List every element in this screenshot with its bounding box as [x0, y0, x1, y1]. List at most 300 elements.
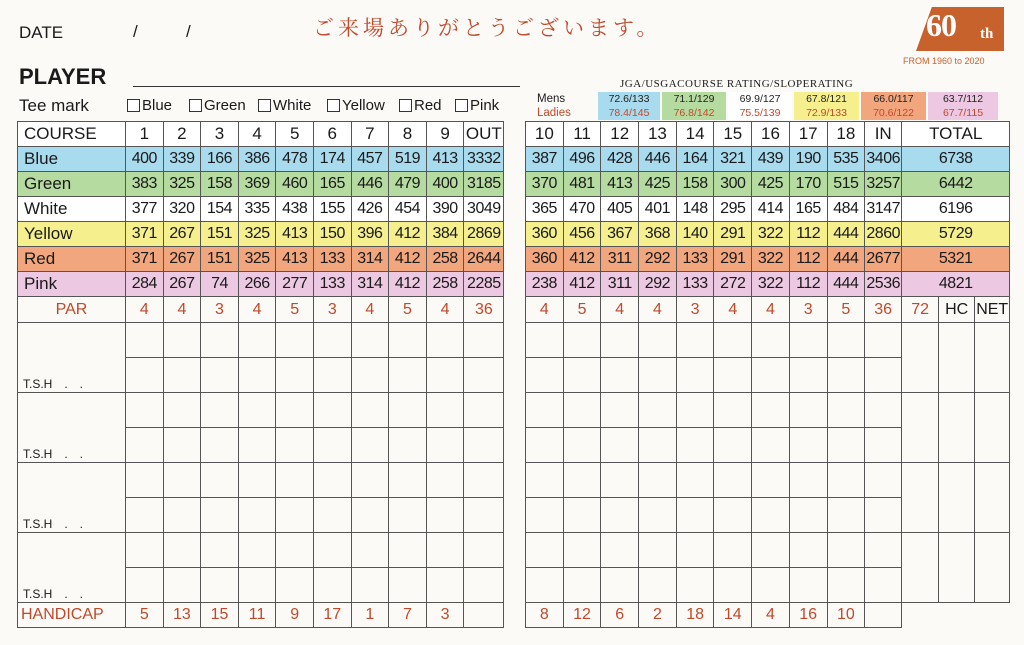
- score-cell[interactable]: [827, 498, 865, 533]
- total-score-cell[interactable]: [902, 323, 939, 393]
- total-cell: 4821: [902, 272, 1010, 297]
- score-cell[interactable]: [238, 498, 276, 533]
- yardage-cell: 112: [789, 247, 827, 272]
- score-cell[interactable]: [351, 323, 389, 358]
- score-cell[interactable]: [752, 358, 790, 393]
- yardage-row: [526, 147, 1010, 172]
- yardage-cell: 413: [426, 147, 464, 172]
- hc-cell[interactable]: [939, 393, 975, 463]
- score-cell[interactable]: [752, 533, 790, 568]
- score-cell[interactable]: [126, 393, 164, 428]
- score-cell[interactable]: [714, 568, 752, 603]
- score-cell[interactable]: [163, 498, 201, 533]
- par-cell: 5: [827, 297, 865, 323]
- score-cell[interactable]: [526, 428, 564, 463]
- score-cell[interactable]: [238, 323, 276, 358]
- tee-option-label: Red: [414, 97, 442, 114]
- course-header: COURSE: [18, 122, 126, 147]
- score-cell[interactable]: [827, 428, 865, 463]
- score-cell[interactable]: [276, 498, 314, 533]
- yardage-cell: 258: [426, 272, 464, 297]
- yardage-cell: 412: [563, 272, 601, 297]
- score-cell[interactable]: [827, 393, 865, 428]
- score-cell[interactable]: [464, 358, 504, 393]
- yardage-cell: 258: [426, 247, 464, 272]
- yardage-cell: 150: [313, 222, 351, 247]
- par-cell: 4: [526, 297, 564, 323]
- yardage-cell: 325: [238, 222, 276, 247]
- score-cell[interactable]: [789, 463, 827, 498]
- score-cell[interactable]: [601, 498, 639, 533]
- score-cell[interactable]: [313, 393, 351, 428]
- score-cell[interactable]: [201, 358, 239, 393]
- score-cell[interactable]: [201, 533, 239, 568]
- score-cell[interactable]: [201, 568, 239, 603]
- yardage-cell: 339: [163, 147, 201, 172]
- score-cell[interactable]: [426, 428, 464, 463]
- par-cell: 4: [163, 297, 201, 323]
- ladies-rating: 75.5/139: [739, 107, 781, 119]
- score-cell[interactable]: [351, 358, 389, 393]
- rating-box: [598, 92, 660, 120]
- score-cell[interactable]: [639, 358, 677, 393]
- score-cell[interactable]: [426, 498, 464, 533]
- score-cell[interactable]: [676, 323, 714, 358]
- par-cell: 4: [351, 297, 389, 323]
- yardage-cell: 400: [126, 147, 164, 172]
- par-cell: 36: [865, 297, 902, 323]
- score-cell[interactable]: [676, 393, 714, 428]
- yardage-cell: 154: [201, 197, 239, 222]
- score-cell[interactable]: [752, 393, 790, 428]
- net-cell[interactable]: [975, 393, 1010, 463]
- score-cell[interactable]: [676, 498, 714, 533]
- score-cell[interactable]: [601, 428, 639, 463]
- ladies-rating: 72.9/133: [806, 107, 847, 119]
- par-cell: 5: [276, 297, 314, 323]
- yardage-cell: 454: [389, 197, 427, 222]
- score-cell[interactable]: [827, 568, 865, 603]
- total-cell: 6738: [902, 147, 1010, 172]
- yardage-cell: 535: [827, 147, 865, 172]
- score-cell[interactable]: [313, 428, 351, 463]
- score-cell[interactable]: [865, 568, 902, 603]
- score-cell[interactable]: [201, 393, 239, 428]
- score-cell[interactable]: [714, 533, 752, 568]
- score-cell[interactable]: [351, 498, 389, 533]
- yardage-cell: 400: [426, 172, 464, 197]
- yardage-cell: 2644: [464, 247, 504, 272]
- yardage-cell: 311: [601, 247, 639, 272]
- handicap-row: [18, 603, 504, 628]
- yardage-cell: 3332: [464, 147, 504, 172]
- score-cell[interactable]: [601, 568, 639, 603]
- yardage-cell: 190: [789, 147, 827, 172]
- score-cell[interactable]: [126, 323, 164, 358]
- yardage-cell: 401: [639, 197, 677, 222]
- rating-box: [794, 92, 859, 120]
- score-cell[interactable]: [389, 568, 427, 603]
- score-cell[interactable]: [163, 393, 201, 428]
- hole-header: 9: [426, 122, 464, 147]
- score-cell[interactable]: [201, 428, 239, 463]
- score-cell[interactable]: [351, 463, 389, 498]
- score-cell[interactable]: [426, 463, 464, 498]
- yardage-cell: 291: [714, 222, 752, 247]
- hc-cell[interactable]: [939, 323, 975, 393]
- score-cell[interactable]: [789, 568, 827, 603]
- yardage-cell: 360: [526, 222, 564, 247]
- total-score-cell[interactable]: [902, 533, 939, 603]
- hole-header: 16: [752, 122, 790, 147]
- score-cell[interactable]: [389, 533, 427, 568]
- score-cell[interactable]: [789, 533, 827, 568]
- score-cell[interactable]: [563, 393, 601, 428]
- score-cell[interactable]: [351, 428, 389, 463]
- yardage-cell: 238: [526, 272, 564, 297]
- yardage-row: [18, 197, 504, 222]
- yardage-cell: 413: [276, 247, 314, 272]
- par-cell: 4: [639, 297, 677, 323]
- yardage-cell: 387: [526, 147, 564, 172]
- score-cell[interactable]: [752, 428, 790, 463]
- score-cell[interactable]: [789, 428, 827, 463]
- score-cell[interactable]: [639, 498, 677, 533]
- score-cell[interactable]: [163, 323, 201, 358]
- score-cell[interactable]: [389, 498, 427, 533]
- yardage-cell: 446: [639, 147, 677, 172]
- yardage-cell: 446: [351, 172, 389, 197]
- score-cell[interactable]: [313, 323, 351, 358]
- yardage-cell: 295: [714, 197, 752, 222]
- checkbox[interactable]: [399, 99, 412, 112]
- net-cell[interactable]: [975, 463, 1010, 533]
- tee-option-pink[interactable]: [455, 97, 499, 114]
- hole-header: OUT: [464, 122, 504, 147]
- yardage-cell: 368: [639, 222, 677, 247]
- score-cell[interactable]: [238, 358, 276, 393]
- score-cell[interactable]: [464, 498, 504, 533]
- score-cell[interactable]: [163, 533, 201, 568]
- score-cell[interactable]: [752, 323, 790, 358]
- tee-option-label: White: [273, 97, 312, 114]
- handicap-cell: 9: [276, 603, 314, 628]
- tee-option-red[interactable]: [399, 97, 442, 114]
- score-cell[interactable]: [714, 428, 752, 463]
- score-cell[interactable]: [639, 323, 677, 358]
- hole-header: 11: [563, 122, 601, 147]
- hole-header: 14: [676, 122, 714, 147]
- score-cell[interactable]: [865, 463, 902, 498]
- score-cell[interactable]: [351, 533, 389, 568]
- score-cell[interactable]: [163, 358, 201, 393]
- score-cell[interactable]: [313, 568, 351, 603]
- hole-header: 15: [714, 122, 752, 147]
- score-cell[interactable]: [526, 323, 564, 358]
- score-cell[interactable]: [238, 428, 276, 463]
- tee-mark-label: Tee mark: [19, 96, 89, 115]
- handicap-cell: 7: [389, 603, 427, 628]
- score-cell[interactable]: [389, 358, 427, 393]
- score-cell[interactable]: [389, 463, 427, 498]
- yardage-cell: 74: [201, 272, 239, 297]
- yardage-cell: 457: [351, 147, 389, 172]
- score-cell[interactable]: [276, 568, 314, 603]
- handicap-cell: 13: [163, 603, 201, 628]
- yardage-cell: 479: [389, 172, 427, 197]
- score-cell[interactable]: [601, 323, 639, 358]
- handicap-cell: 8: [526, 603, 564, 628]
- score-cell[interactable]: [163, 568, 201, 603]
- hc-cell[interactable]: [939, 533, 975, 603]
- total-score-cell[interactable]: [902, 463, 939, 533]
- yardage-cell: 426: [351, 197, 389, 222]
- score-cell[interactable]: [238, 568, 276, 603]
- score-cell[interactable]: [526, 463, 564, 498]
- tee-option-white[interactable]: [258, 97, 311, 114]
- checkbox[interactable]: [189, 99, 202, 112]
- par-cell: 3: [676, 297, 714, 323]
- total-header: TOTAL: [902, 122, 1010, 147]
- handicap-row: [526, 603, 1010, 628]
- checkbox[interactable]: [455, 99, 468, 112]
- hc-header: HC: [939, 297, 975, 323]
- hc-cell[interactable]: [939, 463, 975, 533]
- score-cell[interactable]: [752, 498, 790, 533]
- yardage-cell: 277: [276, 272, 314, 297]
- score-cell[interactable]: [676, 428, 714, 463]
- score-cell[interactable]: [464, 533, 504, 568]
- score-cell[interactable]: [313, 498, 351, 533]
- par-row: [18, 297, 504, 323]
- ladies-rating: 70.6/122: [873, 107, 914, 119]
- score-cell[interactable]: [351, 568, 389, 603]
- score-cell[interactable]: [276, 393, 314, 428]
- checkbox[interactable]: [327, 99, 340, 112]
- handicap-label: HANDICAP: [18, 603, 126, 628]
- score-cell[interactable]: [464, 393, 504, 428]
- net-cell[interactable]: [975, 533, 1010, 603]
- yardage-cell: 112: [789, 222, 827, 247]
- score-cell[interactable]: [276, 428, 314, 463]
- score-cell[interactable]: [563, 498, 601, 533]
- score-cell[interactable]: [789, 498, 827, 533]
- score-cell[interactable]: [789, 358, 827, 393]
- score-cell[interactable]: [714, 393, 752, 428]
- score-cell[interactable]: [865, 393, 902, 428]
- par-label: PAR: [18, 297, 126, 323]
- score-cell[interactable]: [563, 533, 601, 568]
- score-cell[interactable]: [563, 428, 601, 463]
- score-cell[interactable]: [639, 463, 677, 498]
- score-cell[interactable]: [426, 533, 464, 568]
- par-cell: 3: [201, 297, 239, 323]
- score-cell[interactable]: [313, 463, 351, 498]
- score-cell[interactable]: [827, 323, 865, 358]
- par-cell: 36: [464, 297, 504, 323]
- tee-option-label: Yellow: [342, 97, 385, 114]
- score-cell[interactable]: [313, 533, 351, 568]
- score-cell[interactable]: [426, 393, 464, 428]
- score-cell[interactable]: [563, 358, 601, 393]
- yardage-cell: 140: [676, 222, 714, 247]
- score-cell[interactable]: [238, 463, 276, 498]
- score-cell[interactable]: [865, 498, 902, 533]
- score-cell[interactable]: [464, 463, 504, 498]
- score-cell[interactable]: [865, 533, 902, 568]
- yardage-cell: 322: [752, 222, 790, 247]
- score-cell[interactable]: [639, 568, 677, 603]
- checkbox[interactable]: [127, 99, 140, 112]
- score-cell[interactable]: [163, 428, 201, 463]
- yardage-cell: 165: [789, 197, 827, 222]
- score-cell[interactable]: [526, 568, 564, 603]
- yardage-cell: 365: [526, 197, 564, 222]
- score-cell[interactable]: [201, 498, 239, 533]
- score-cell[interactable]: [714, 358, 752, 393]
- handicap-cell: 14: [714, 603, 752, 628]
- score-cell[interactable]: [313, 358, 351, 393]
- hole-header: 1: [126, 122, 164, 147]
- score-cell[interactable]: [126, 568, 164, 603]
- tee-option-yellow[interactable]: [327, 97, 385, 114]
- total-score-cell[interactable]: [902, 393, 939, 463]
- score-cell[interactable]: [714, 323, 752, 358]
- score-cell[interactable]: [464, 428, 504, 463]
- hole-header: 5: [276, 122, 314, 147]
- yardage-cell: 515: [827, 172, 865, 197]
- score-cell[interactable]: [789, 323, 827, 358]
- hole-header: 4: [238, 122, 276, 147]
- score-cell[interactable]: [865, 323, 902, 358]
- player-name-field[interactable]: [133, 86, 520, 87]
- score-cell[interactable]: [426, 323, 464, 358]
- player-label: PLAYER: [19, 64, 107, 89]
- tee-option-green[interactable]: [189, 97, 246, 114]
- score-cell[interactable]: [351, 393, 389, 428]
- score-cell[interactable]: [201, 323, 239, 358]
- net-cell[interactable]: [975, 323, 1010, 393]
- score-cell[interactable]: [426, 358, 464, 393]
- hole-header: IN: [865, 122, 902, 147]
- yardage-cell: 3147: [865, 197, 902, 222]
- score-cell[interactable]: [601, 393, 639, 428]
- mens-label: Mens: [537, 93, 566, 105]
- handicap-cell: 3: [426, 603, 464, 628]
- score-cell[interactable]: [389, 428, 427, 463]
- score-row: [526, 393, 1010, 428]
- rating-box: [662, 92, 726, 120]
- score-cell[interactable]: [526, 393, 564, 428]
- score-cell[interactable]: [426, 568, 464, 603]
- score-cell[interactable]: [126, 533, 164, 568]
- rating-box: [861, 92, 926, 120]
- score-cell[interactable]: [676, 568, 714, 603]
- yardage-row: [18, 272, 504, 297]
- score-cell[interactable]: [865, 358, 902, 393]
- score-cell[interactable]: [389, 393, 427, 428]
- front-nine-table: [17, 121, 504, 628]
- score-cell[interactable]: [389, 323, 427, 358]
- score-cell[interactable]: [126, 463, 164, 498]
- yardage-cell: 325: [163, 172, 201, 197]
- score-cell[interactable]: [126, 428, 164, 463]
- score-cell[interactable]: [752, 463, 790, 498]
- score-cell[interactable]: [676, 358, 714, 393]
- score-cell[interactable]: [526, 533, 564, 568]
- yardage-cell: 112: [789, 272, 827, 297]
- score-cell[interactable]: [639, 428, 677, 463]
- score-cell[interactable]: [601, 463, 639, 498]
- score-cell[interactable]: [276, 463, 314, 498]
- yardage-cell: 496: [563, 147, 601, 172]
- checkbox[interactable]: [258, 99, 271, 112]
- score-cell[interactable]: [201, 463, 239, 498]
- score-cell[interactable]: [676, 533, 714, 568]
- yardage-cell: 377: [126, 197, 164, 222]
- hole-header: 6: [313, 122, 351, 147]
- score-cell[interactable]: [563, 323, 601, 358]
- score-cell[interactable]: [238, 533, 276, 568]
- score-cell[interactable]: [126, 498, 164, 533]
- score-cell[interactable]: [276, 358, 314, 393]
- score-cell[interactable]: [827, 358, 865, 393]
- yardage-cell: 164: [676, 147, 714, 172]
- score-cell[interactable]: [563, 463, 601, 498]
- hole-header: 2: [163, 122, 201, 147]
- score-cell[interactable]: [752, 568, 790, 603]
- yardage-cell: 478: [276, 147, 314, 172]
- score-cell[interactable]: [563, 568, 601, 603]
- yardage-cell: 158: [201, 172, 239, 197]
- yardage-cell: 470: [563, 197, 601, 222]
- handicap-cell: 2: [639, 603, 677, 628]
- score-cell[interactable]: [714, 498, 752, 533]
- score-cell[interactable]: [126, 358, 164, 393]
- score-cell[interactable]: [676, 463, 714, 498]
- tsh-label: T.S.H . .: [18, 533, 126, 603]
- score-cell[interactable]: [526, 498, 564, 533]
- score-cell[interactable]: [238, 393, 276, 428]
- score-cell[interactable]: [601, 358, 639, 393]
- score-cell[interactable]: [639, 393, 677, 428]
- score-cell[interactable]: [464, 568, 504, 603]
- badge-number: 60: [926, 7, 956, 43]
- par-cell: 4: [426, 297, 464, 323]
- yardage-cell: 2285: [464, 272, 504, 297]
- score-cell[interactable]: [865, 428, 902, 463]
- score-cell[interactable]: [827, 533, 865, 568]
- score-cell[interactable]: [276, 533, 314, 568]
- score-cell[interactable]: [639, 533, 677, 568]
- handicap-cell: 11: [238, 603, 276, 628]
- mens-rating: 72.6/133: [608, 93, 650, 105]
- yardage-cell: 428: [601, 147, 639, 172]
- score-cell[interactable]: [464, 323, 504, 358]
- score-cell[interactable]: [276, 323, 314, 358]
- score-cell[interactable]: [714, 463, 752, 498]
- score-cell[interactable]: [827, 463, 865, 498]
- badge-suffix: th: [980, 26, 994, 42]
- score-cell[interactable]: [601, 533, 639, 568]
- score-cell[interactable]: [163, 463, 201, 498]
- tee-option-blue[interactable]: [127, 97, 172, 114]
- rating-box: [728, 92, 792, 120]
- score-cell[interactable]: [789, 393, 827, 428]
- handicap-cell: 12: [563, 603, 601, 628]
- score-cell[interactable]: [526, 358, 564, 393]
- rating-title: JGA/USGACOURSE RATING/SLOPERATING: [620, 78, 854, 90]
